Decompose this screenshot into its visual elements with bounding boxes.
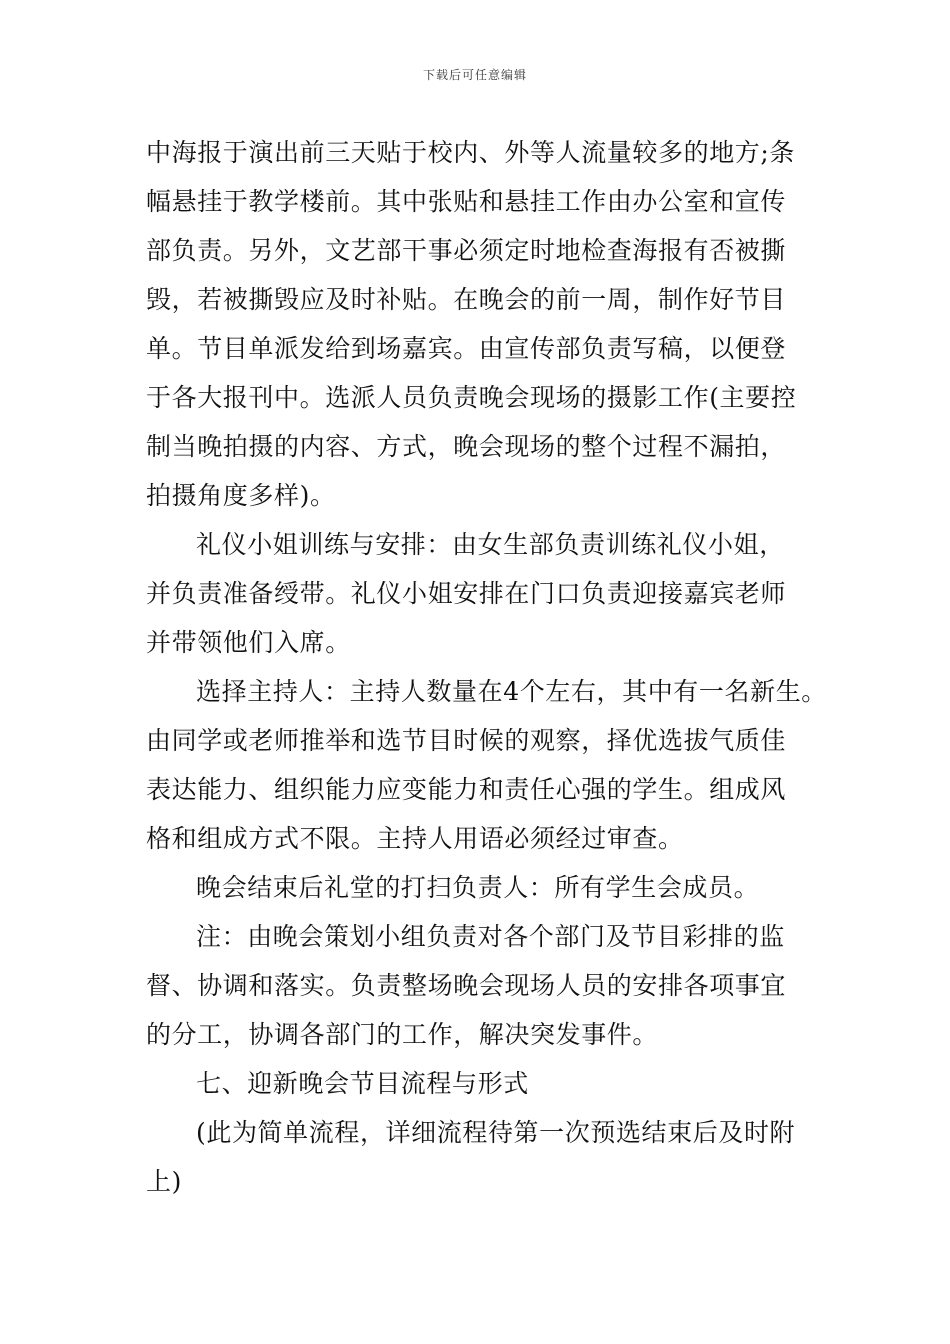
text-line: 督、协调和落实。负责整场晚会现场人员的安排各项事宜 (146, 971, 787, 1000)
text-line: 由同学或老师推举和选节目时候的观察，择优选拔气质佳 (146, 726, 787, 755)
text-line: 并带领他们入席。 (146, 628, 351, 657)
text-line: 上) (146, 1167, 182, 1196)
text-line: 并负责准备绶带。礼仪小姐安排在门口负责迎接嘉宾老师 (146, 579, 787, 608)
text-line: 拍摄角度多样)。 (146, 481, 336, 510)
text-line: 表达能力、组织能力应变能力和责任心强的学生。组成风 (146, 775, 787, 804)
paragraph-start-line: 晚会结束后礼堂的打扫负责人：所有学生会成员。 (196, 873, 760, 902)
text-line: 制当晚拍摄的内容、方式，晚会现场的整个过程不漏拍， (146, 432, 787, 461)
text-line: 于各大报刊中。选派人员负责晚会现场的摄影工作(主要控 (146, 383, 797, 412)
text-line: 格和组成方式不限。主持人用语必须经过审查。 (146, 824, 684, 853)
text-line: 的分工，协调各部门的工作，解决突发事件。 (146, 1020, 659, 1049)
page-header-note: 下载后可任意编辑 (422, 68, 527, 82)
paragraph-start-line: (此为简单流程，详细流程待第一次预选结束后及时附 (196, 1118, 796, 1147)
text-line: 部负责。另外，文艺部干事必须定时地检查海报有否被撕 (146, 236, 787, 265)
text-line: 中海报于演出前三天贴于校内、外等人流量较多的地方;条 (146, 138, 796, 167)
paragraph-start-line: 注：由晚会策划小组负责对各个部门及节目彩排的监 (196, 922, 785, 951)
paragraph-start-line: 选择主持人：主持人数量在4个左右，其中有一名新生。 (196, 677, 827, 706)
section-heading: 七、迎新晚会节目流程与形式 (196, 1069, 529, 1098)
text-line: 幅悬挂于教学楼前。其中张贴和悬挂工作由办公室和宣传 (146, 187, 787, 216)
text-line: 毁，若被撕毁应及时补贴。在晚会的前一周，制作好节目 (146, 285, 787, 314)
paragraph-start-line: 礼仪小姐训练与安排：由女生部负责训练礼仪小姐， (196, 530, 785, 559)
text-line: 单。节目单派发给到场嘉宾。由宣传部负责写稿，以便登 (146, 334, 787, 363)
document-body (146, 128, 830, 1206)
